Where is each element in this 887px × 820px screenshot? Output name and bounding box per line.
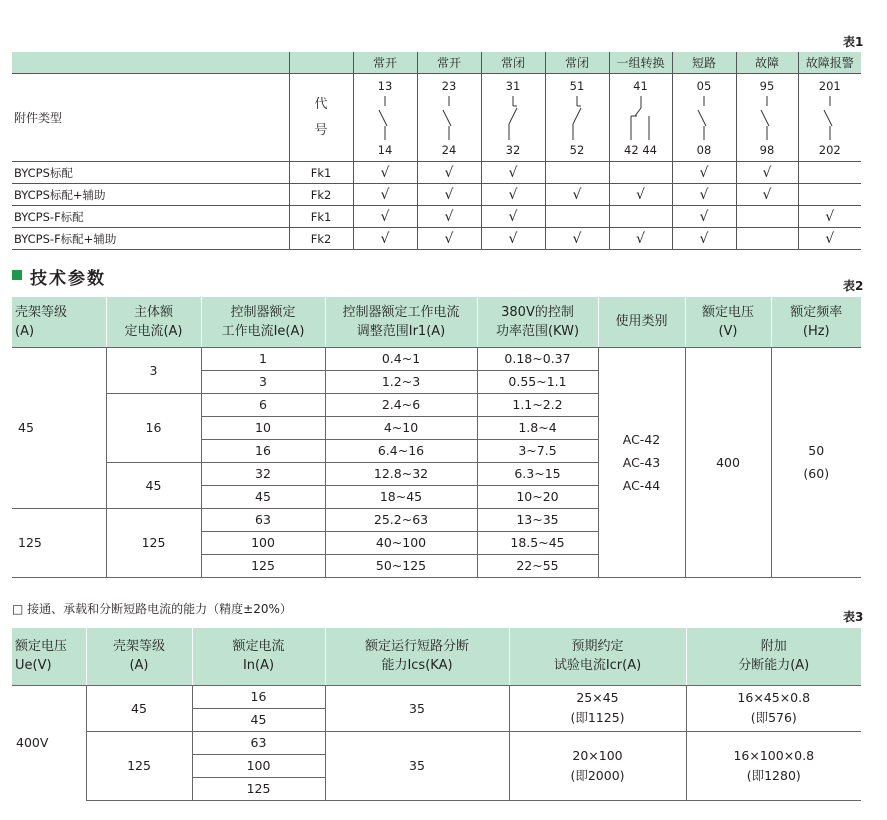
ie-value: 6 [201, 393, 325, 416]
technical-parameters-table [12, 297, 861, 578]
accessory-code: Fk1 [289, 162, 353, 184]
header-text: 额定电压 [701, 304, 754, 320]
check-cell: √ [353, 184, 417, 206]
extra-capacity-cell [686, 685, 861, 731]
rated-voltage: 400V [16, 735, 49, 751]
table-row [12, 162, 861, 184]
header-text: 能力Ics(KA) [381, 658, 453, 674]
icr-note: (即2000) [570, 767, 625, 783]
check-cell [609, 162, 672, 184]
table2-header-row [12, 297, 861, 347]
rated-current: 45 [192, 708, 325, 731]
ir1-range: 4~10 [325, 416, 477, 439]
breaking-capacity-table [12, 628, 861, 801]
check-cell: √ [672, 228, 736, 250]
table-row [12, 347, 861, 370]
check-cell: √ [353, 206, 417, 228]
accessory-name: BYCPS标配 [12, 162, 289, 184]
terminal-bottom: 32 [505, 142, 521, 157]
check-cell: √ [798, 228, 861, 250]
header-text: (A) [15, 323, 35, 339]
header-text: (V) [718, 323, 738, 339]
header-text: 调整范围Ir1(A) [356, 323, 446, 339]
header-text: (A) [129, 658, 149, 674]
check-cell: √ [798, 206, 861, 228]
use-category: AC-43 [622, 454, 661, 470]
header-text: 控制器额定工作电流 [342, 304, 460, 320]
normally-open-contact-icon [694, 96, 714, 140]
header-text: 预期约定 [571, 639, 624, 655]
code-label: 代 [314, 96, 328, 112]
ie-value: 16 [201, 439, 325, 462]
contact-type: 一组转换 [609, 52, 672, 74]
icr-cell [509, 685, 686, 731]
rated-current: 125 [192, 777, 325, 800]
check-cell [798, 184, 861, 206]
check-cell [609, 206, 672, 228]
ir1-range: 18~45 [325, 485, 477, 508]
header-text: 额定电压 [15, 639, 68, 655]
icr-note: (即1125) [570, 710, 625, 725]
ie-value: 32 [201, 462, 325, 485]
rated-current: 63 [192, 731, 325, 754]
check-cell: √ [353, 228, 417, 250]
frame-rating: 45 [12, 347, 106, 508]
breaking-capacity-note: □ 接通、承载和分断短路电流的能力（精度±20%） [12, 602, 292, 616]
normally-closed-contact-icon [503, 96, 523, 140]
terminal-bottom: 52 [569, 142, 585, 157]
table-row [12, 206, 861, 228]
check-cell: √ [417, 184, 481, 206]
check-cell: √ [417, 228, 481, 250]
check-cell: √ [736, 162, 798, 184]
header-text: 工作电流Ie(A) [221, 323, 305, 339]
normally-open-contact-icon [375, 96, 395, 140]
power-range: 0.18~0.37 [477, 347, 598, 370]
row-label: 附件类型 [12, 74, 289, 162]
header-text: 额定电流 [232, 639, 285, 655]
header-text: 定电流(A) [124, 323, 183, 339]
rated-current: 100 [192, 754, 325, 777]
ie-value: 10 [201, 416, 325, 439]
normally-open-contact-icon [820, 96, 840, 140]
contact-type: 故障报警 [798, 52, 861, 74]
ie-value: 63 [201, 508, 325, 531]
ie-value: 125 [201, 554, 325, 577]
normally-closed-contact-icon [567, 96, 587, 140]
table1-label: 表1 [843, 35, 864, 49]
header-text: 壳架等级 [15, 304, 68, 320]
ir1-range: 2.4~6 [325, 393, 477, 416]
header-text: 主体额 [133, 304, 173, 320]
power-range: 22~55 [477, 554, 598, 577]
ir1-range: 0.4~1 [325, 347, 477, 370]
table2-label: 表2 [843, 279, 864, 293]
terminal-top: 13 [377, 78, 393, 93]
changeover-contact-icon [626, 96, 656, 140]
contact-type: 常闭 [545, 52, 609, 74]
header-text: 额定运行短路分断 [364, 639, 469, 655]
header-text: 额定频率 [790, 304, 843, 320]
accessory-name: BYCPS-F标配+辅助 [12, 228, 289, 250]
terminal-bottom: 98 [759, 142, 775, 157]
terminal-bottom: 14 [377, 142, 393, 157]
check-cell: √ [609, 184, 672, 206]
power-range: 1.8~4 [477, 416, 598, 439]
table-row [12, 228, 861, 250]
check-cell: √ [736, 184, 798, 206]
contact-type: 常开 [417, 52, 481, 74]
table3-label: 表3 [843, 610, 864, 624]
ics-value: 35 [325, 731, 509, 800]
accessory-table [12, 52, 861, 250]
main-current: 3 [106, 347, 201, 393]
contact-type: 故障 [736, 52, 798, 74]
header-text: 分断能力(A) [738, 658, 810, 674]
check-cell [736, 206, 798, 228]
ie-value: 45 [201, 485, 325, 508]
terminal-top: 41 [633, 78, 648, 93]
check-cell: √ [545, 184, 609, 206]
check-cell: √ [417, 206, 481, 228]
terminal-top: 201 [818, 78, 841, 93]
contact-type: 常闭 [481, 52, 545, 74]
power-range: 18.5~45 [477, 531, 598, 554]
power-range: 3~7.5 [477, 439, 598, 462]
accessory-code: Fk2 [289, 184, 353, 206]
table1-header-row [12, 52, 861, 74]
use-category: AC-44 [622, 477, 661, 493]
check-cell [798, 162, 861, 184]
terminal-top: 51 [569, 78, 585, 93]
contact-type: 常开 [353, 52, 417, 74]
ie-value: 1 [201, 347, 325, 370]
ir1-range: 12.8~32 [325, 462, 477, 485]
check-cell: √ [672, 206, 736, 228]
check-cell: √ [672, 162, 736, 184]
rated-frequency-alt: (60) [803, 466, 830, 481]
section-title: 技术参数 [30, 269, 106, 289]
table-row [12, 731, 861, 754]
power-range: 0.55~1.1 [477, 370, 598, 393]
main-current: 16 [106, 393, 201, 462]
header-text: 壳架等级 [112, 639, 165, 655]
frame-rating: 45 [86, 685, 192, 731]
header-text: Ue(V) [15, 658, 52, 674]
terminal-top: 05 [696, 78, 712, 93]
rated-frequency-cell [771, 347, 861, 577]
terminal-bottom: 24 [441, 142, 457, 157]
rated-current: 16 [192, 685, 325, 708]
check-cell [736, 228, 798, 250]
header-text: 功率范围(KW) [495, 323, 580, 339]
header-text: 380V的控制 [501, 304, 574, 320]
frame-rating: 125 [86, 731, 192, 800]
terminal-top: 23 [441, 78, 457, 93]
main-current: 45 [106, 462, 201, 508]
ie-value: 100 [201, 531, 325, 554]
header-text: 使用类别 [615, 314, 668, 330]
check-cell: √ [481, 162, 545, 184]
terminal-top: 31 [505, 78, 521, 93]
terminal-bottom: 42 44 [624, 142, 657, 157]
check-cell: √ [481, 184, 545, 206]
terminal-top: 95 [759, 78, 775, 93]
header-text: 附加 [760, 639, 787, 655]
power-range: 13~35 [477, 508, 598, 531]
extra-note: (即576) [750, 710, 797, 725]
ir1-range: 1.2~3 [325, 370, 477, 393]
ir1-range: 40~100 [325, 531, 477, 554]
check-cell [545, 162, 609, 184]
terminal-bottom: 202 [818, 142, 841, 157]
header-text: 试验电流Icr(A) [553, 658, 642, 674]
code-label: 号 [314, 122, 328, 138]
main-current: 125 [106, 508, 201, 577]
accessory-name: BYCPS-F标配 [12, 206, 289, 228]
contact-type: 短路 [672, 52, 736, 74]
table3-header-row [12, 628, 861, 685]
extra-capacity-cell [686, 731, 861, 800]
rated-voltage: 400 [685, 347, 771, 577]
icr-value: 25×45 [576, 690, 619, 705]
header-text: In(A) [242, 658, 275, 674]
check-cell: √ [417, 162, 481, 184]
ir1-range: 6.4~16 [325, 439, 477, 462]
check-cell: √ [672, 184, 736, 206]
header-text: (Hz) [802, 323, 830, 339]
table-row [12, 685, 861, 708]
check-cell [545, 206, 609, 228]
normally-open-contact-icon [757, 96, 777, 140]
table-row [12, 184, 861, 206]
normally-open-contact-icon [439, 96, 459, 140]
accessory-code: Fk2 [289, 228, 353, 250]
terminal-bottom: 08 [696, 142, 712, 157]
accessory-name: BYCPS标配+辅助 [12, 184, 289, 206]
frame-rating: 125 [12, 508, 106, 577]
accessory-code: Fk1 [289, 206, 353, 228]
extra-note: (即1280) [746, 767, 801, 783]
section-bullet-icon [12, 270, 22, 280]
power-range: 6.3~15 [477, 462, 598, 485]
ics-value: 35 [325, 685, 509, 731]
ir1-range: 50~125 [325, 554, 477, 577]
icr-cell [509, 731, 686, 800]
ie-value: 3 [201, 370, 325, 393]
power-range: 10~20 [477, 485, 598, 508]
extra-value: 16×100×0.8 [733, 747, 815, 763]
table1-symbol-row [12, 74, 861, 162]
check-cell: √ [609, 228, 672, 250]
check-cell: √ [481, 206, 545, 228]
header-text: 控制器额定 [230, 304, 296, 320]
check-cell: √ [353, 162, 417, 184]
icr-value: 20×100 [572, 747, 623, 763]
power-range: 1.1~2.2 [477, 393, 598, 416]
use-category: AC-42 [622, 431, 661, 447]
rated-frequency: 50 [808, 443, 825, 458]
check-cell: √ [545, 228, 609, 250]
use-category-cell [598, 347, 685, 577]
extra-value: 16×45×0.8 [737, 690, 811, 705]
ir1-range: 25.2~63 [325, 508, 477, 531]
check-cell: √ [481, 228, 545, 250]
